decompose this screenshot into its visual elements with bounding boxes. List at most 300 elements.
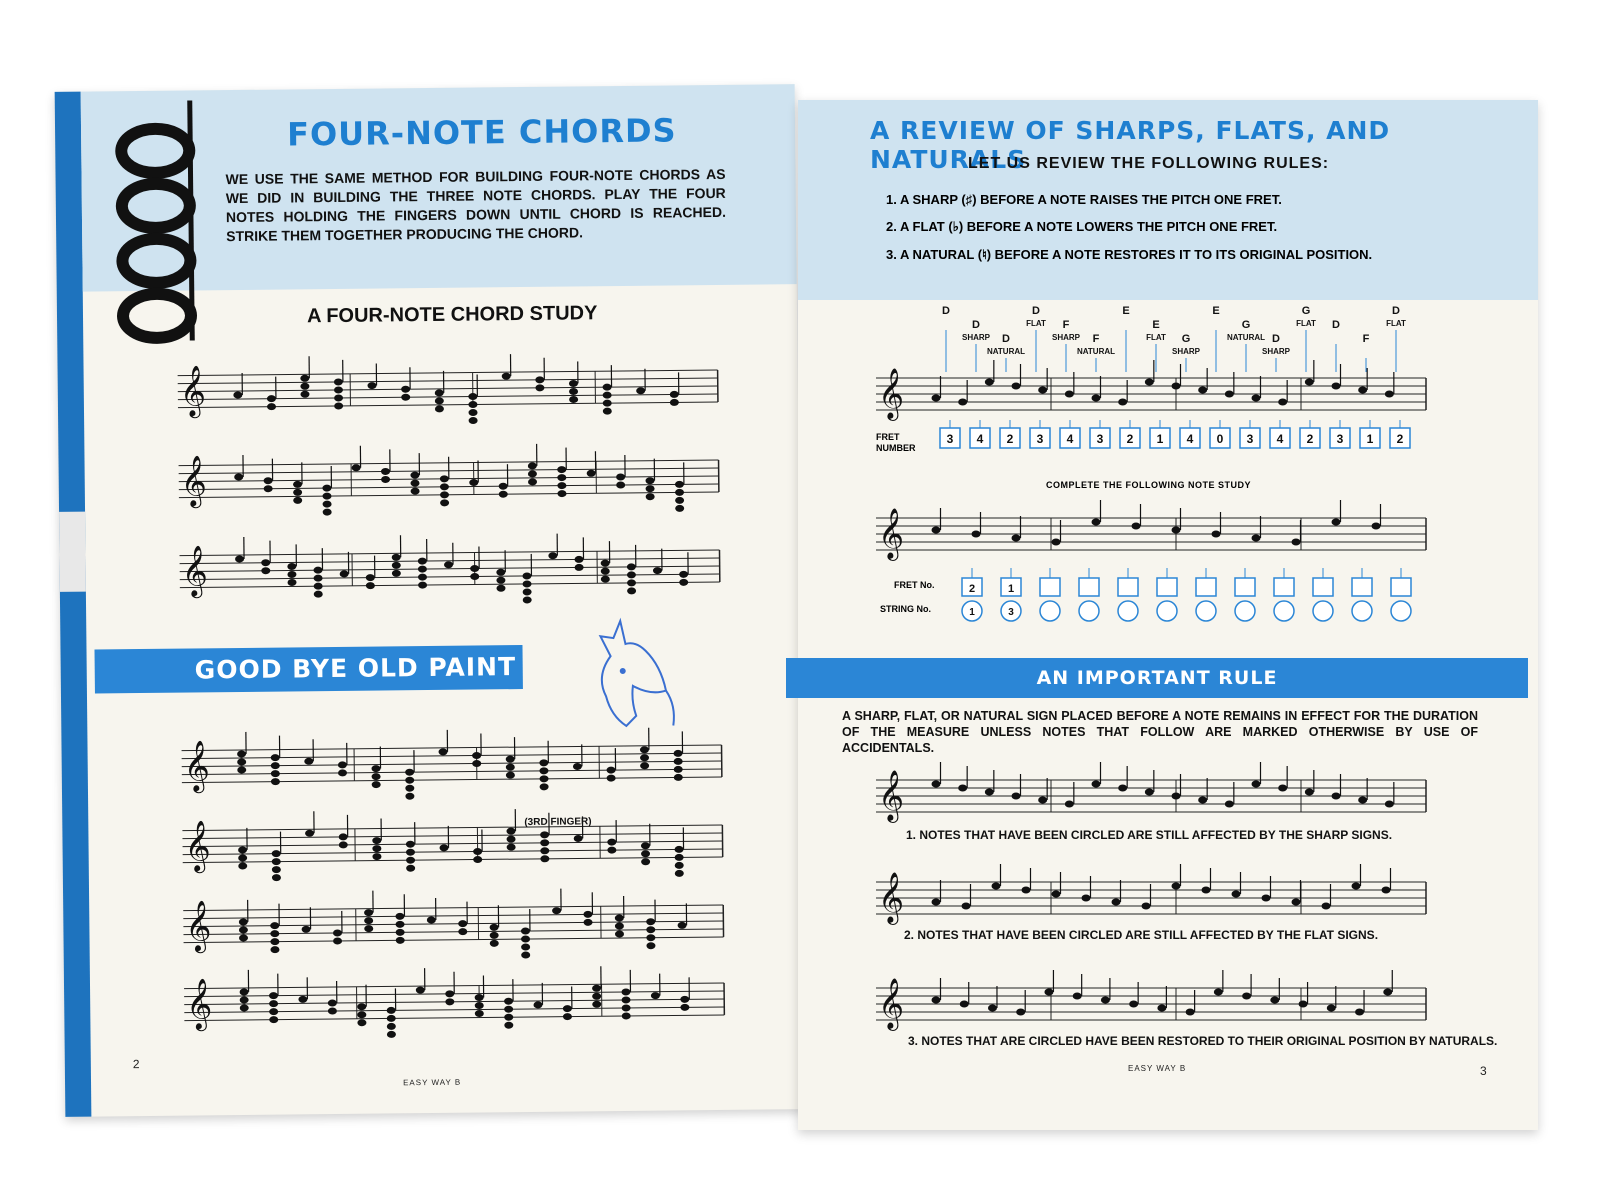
note-head bbox=[372, 781, 381, 788]
note-head bbox=[607, 767, 616, 774]
note-head bbox=[235, 555, 244, 562]
fret-number: 2 bbox=[1396, 432, 1404, 446]
note-head bbox=[439, 844, 448, 851]
right-page bbox=[798, 100, 1538, 1130]
note-head bbox=[640, 754, 649, 761]
note-head bbox=[627, 571, 636, 578]
note-head bbox=[1145, 789, 1154, 796]
note-head bbox=[237, 750, 246, 757]
note-head bbox=[1092, 395, 1101, 402]
left-page bbox=[55, 84, 806, 1117]
string-answer-circle bbox=[1040, 601, 1060, 621]
note-head bbox=[678, 922, 687, 929]
caption-flat: 2. NOTES THAT HAVE BEEN CIRCLED ARE STILL AFFECTED BY THE FLAT SIGNS. bbox=[904, 928, 1379, 942]
note-head bbox=[962, 903, 971, 910]
note-head bbox=[1278, 785, 1287, 792]
note-head bbox=[506, 764, 515, 771]
note-head bbox=[932, 527, 941, 534]
treble-clef: 𝄞 bbox=[878, 770, 905, 821]
note-head bbox=[569, 396, 578, 403]
staff bbox=[181, 727, 722, 802]
note-head bbox=[622, 1012, 631, 1019]
note-label-sub: FLAT bbox=[1026, 319, 1046, 328]
note-head bbox=[338, 761, 347, 768]
note-head bbox=[1016, 1009, 1025, 1016]
note-head bbox=[535, 384, 544, 391]
note-head bbox=[575, 564, 584, 571]
note-head bbox=[675, 846, 684, 853]
note-head bbox=[473, 856, 482, 863]
note-head bbox=[674, 750, 683, 757]
note-head bbox=[1232, 891, 1241, 898]
note-head bbox=[322, 485, 331, 492]
note-head bbox=[621, 988, 630, 995]
note-head bbox=[1112, 899, 1121, 906]
note-head bbox=[675, 854, 684, 861]
note-head bbox=[583, 911, 592, 918]
staff-line bbox=[184, 937, 724, 943]
note-head bbox=[1385, 391, 1394, 398]
note-head bbox=[622, 996, 631, 1003]
note-head bbox=[603, 408, 612, 415]
note-head bbox=[646, 485, 655, 492]
note-label: E bbox=[1152, 319, 1160, 331]
note-head bbox=[406, 841, 415, 848]
note-head bbox=[523, 596, 532, 603]
note-head bbox=[587, 470, 596, 477]
staff-line bbox=[183, 905, 723, 911]
staff bbox=[177, 352, 718, 427]
note-head bbox=[958, 399, 967, 406]
note-head bbox=[387, 1007, 396, 1014]
note-label: F bbox=[1062, 319, 1070, 331]
note-head bbox=[367, 382, 376, 389]
note-head bbox=[339, 841, 348, 848]
note-label: G bbox=[1241, 319, 1251, 331]
note-head bbox=[405, 785, 414, 792]
note-head bbox=[499, 491, 508, 498]
note-head bbox=[932, 395, 941, 402]
note-head bbox=[640, 746, 649, 753]
note-head bbox=[405, 769, 414, 776]
note-head bbox=[539, 759, 548, 766]
note-head bbox=[440, 475, 449, 482]
note-head bbox=[504, 1022, 513, 1029]
note-head bbox=[1322, 903, 1331, 910]
note-head bbox=[1132, 523, 1141, 530]
note-head bbox=[406, 849, 415, 856]
note-head bbox=[392, 562, 401, 569]
note-head bbox=[653, 567, 662, 574]
note-head bbox=[670, 391, 679, 398]
rule-bar: AN IMPORTANT RULE bbox=[786, 658, 1528, 698]
fret-answer-box bbox=[1118, 578, 1138, 596]
song-staves bbox=[181, 725, 734, 1051]
note-head bbox=[287, 563, 296, 570]
note-head bbox=[1262, 895, 1271, 902]
fret-number: 3 bbox=[1336, 432, 1344, 446]
treble-clef: 𝄞 bbox=[878, 872, 905, 923]
treble-clef: 𝄞 bbox=[181, 545, 208, 597]
note-head bbox=[270, 930, 279, 937]
note-head bbox=[458, 920, 467, 927]
note-label: D bbox=[1002, 333, 1010, 345]
staff-line bbox=[182, 833, 722, 839]
note-head bbox=[418, 574, 427, 581]
note-head bbox=[523, 588, 532, 595]
note-head bbox=[670, 399, 679, 406]
note-head bbox=[533, 1001, 542, 1008]
staff bbox=[876, 360, 1426, 421]
rule-item: 1. A SHARP (♯) BEFORE A NOTE RAISES THE PITCH ONE FRET. bbox=[886, 192, 1282, 207]
note-head bbox=[270, 938, 279, 945]
note-head bbox=[264, 477, 273, 484]
note-head bbox=[506, 756, 515, 763]
note-head bbox=[1044, 989, 1053, 996]
note-head bbox=[601, 560, 610, 567]
note-head bbox=[1065, 801, 1074, 808]
note-head bbox=[1252, 781, 1261, 788]
note-head bbox=[405, 777, 414, 784]
note-head bbox=[539, 767, 548, 774]
note-head bbox=[523, 580, 532, 587]
note-head bbox=[992, 883, 1001, 890]
note-head bbox=[364, 925, 373, 932]
fret-answer: 1 bbox=[1007, 583, 1015, 595]
note-head bbox=[646, 934, 655, 941]
fret-number: 4 bbox=[1066, 432, 1074, 446]
note-head bbox=[272, 858, 281, 865]
note-head bbox=[418, 582, 427, 589]
note-head bbox=[985, 379, 994, 386]
note-head bbox=[472, 752, 481, 759]
note-head bbox=[1358, 797, 1367, 804]
note-head bbox=[240, 1004, 249, 1011]
note-head bbox=[1202, 887, 1211, 894]
note-head bbox=[1242, 993, 1251, 1000]
note-head bbox=[445, 998, 454, 1005]
note-head bbox=[287, 571, 296, 578]
note-head bbox=[615, 930, 624, 937]
note-head bbox=[1052, 891, 1061, 898]
note-head bbox=[1186, 1009, 1195, 1016]
note-head bbox=[499, 483, 508, 490]
footer: EASY WAY B bbox=[1128, 1064, 1187, 1073]
page-number: 2 bbox=[132, 1057, 140, 1072]
note-head bbox=[472, 760, 481, 767]
note-head bbox=[502, 373, 511, 380]
note-head bbox=[674, 774, 683, 781]
note-head bbox=[1012, 383, 1021, 390]
note-head bbox=[1383, 989, 1392, 996]
note-head bbox=[1172, 883, 1181, 890]
note-head bbox=[540, 855, 549, 862]
note-head bbox=[675, 870, 684, 877]
note-head bbox=[372, 837, 381, 844]
natural-example-staff bbox=[876, 976, 1426, 1036]
note-head bbox=[468, 401, 477, 408]
note-head bbox=[607, 775, 616, 782]
string-answer-circle bbox=[1352, 601, 1372, 621]
note-head bbox=[1327, 1005, 1336, 1012]
note-head bbox=[1101, 997, 1110, 1004]
string-answer-circle bbox=[1196, 601, 1216, 621]
note-head bbox=[334, 386, 343, 393]
note-head bbox=[323, 501, 332, 508]
note-label-sub: FLAT bbox=[1296, 319, 1316, 328]
fret-answer-box bbox=[1079, 578, 1099, 596]
note-head bbox=[539, 775, 548, 782]
note-head bbox=[1292, 899, 1301, 906]
note-head bbox=[1332, 793, 1341, 800]
note-head bbox=[1118, 399, 1127, 406]
note-label: E bbox=[1122, 305, 1130, 317]
note-head bbox=[603, 392, 612, 399]
note-head bbox=[302, 926, 311, 933]
fret-number-boxes bbox=[936, 420, 1436, 470]
staff-line bbox=[182, 769, 722, 775]
rule-text: A SHARP, FLAT, OR NATURAL SIGN PLACED BEFORE A NOTE REMAINS IN EFFECT FOR THE DURATION OF THE MEASURE UNLESS NOTES THAT FOLLOW ARE MARKED OTHERWISE BY USE OF ACCIDENTALS. bbox=[842, 709, 1478, 755]
note-head bbox=[1385, 801, 1394, 808]
answer-boxes bbox=[958, 568, 1438, 628]
fret-answer-box bbox=[1391, 578, 1411, 596]
note-head bbox=[1372, 523, 1381, 530]
note-head bbox=[1225, 391, 1234, 398]
note-head bbox=[300, 383, 309, 390]
treble-clef: 𝄞 bbox=[185, 900, 212, 952]
note-head bbox=[396, 937, 405, 944]
note-head bbox=[298, 996, 307, 1003]
string-answer-circle bbox=[1313, 601, 1333, 621]
note-head bbox=[357, 1019, 366, 1026]
page-number: 3 bbox=[1480, 1064, 1487, 1078]
page-title: FOUR-NOTE CHORDS bbox=[286, 111, 677, 154]
note-label: D bbox=[1272, 333, 1280, 345]
caption-natural: 3. NOTES THAT ARE CIRCLED HAVE BEEN RESTORED TO THEIR ORIGINAL POSITION BY NATURALS. bbox=[908, 1034, 1498, 1048]
note-label: D bbox=[1332, 319, 1340, 331]
fret-no-label: FRET No. bbox=[894, 580, 935, 590]
note-label: D bbox=[972, 319, 980, 331]
note-head bbox=[496, 569, 505, 576]
note-head bbox=[300, 391, 309, 398]
note-head bbox=[406, 865, 415, 872]
note-head bbox=[239, 926, 248, 933]
note-head bbox=[1198, 797, 1207, 804]
note-head bbox=[540, 783, 549, 790]
note-head bbox=[269, 1000, 278, 1007]
note-head bbox=[615, 914, 624, 921]
note-head bbox=[271, 770, 280, 777]
note-head bbox=[627, 563, 636, 570]
fret-answer-box bbox=[1157, 578, 1177, 596]
fret-number: 3 bbox=[1246, 432, 1254, 446]
note-head bbox=[592, 985, 601, 992]
note-head bbox=[364, 909, 373, 916]
note-head bbox=[521, 935, 530, 942]
note-head bbox=[1292, 539, 1301, 546]
note-head bbox=[387, 1023, 396, 1030]
note-head bbox=[592, 993, 601, 1000]
string-answer: 1 bbox=[969, 607, 975, 618]
finger-note: (3RD FINGER) bbox=[524, 816, 592, 829]
note-head bbox=[1118, 785, 1127, 792]
note-head bbox=[401, 394, 410, 401]
note-head bbox=[469, 417, 478, 424]
treble-clef: 𝄞 bbox=[180, 455, 208, 507]
staff-line bbox=[184, 1015, 724, 1021]
flat-example-staff bbox=[876, 870, 1426, 930]
note-head bbox=[1092, 781, 1101, 788]
note-head bbox=[1225, 801, 1234, 808]
note-head bbox=[1355, 1009, 1364, 1016]
note-head bbox=[293, 481, 302, 488]
note-head bbox=[328, 999, 337, 1006]
note-head bbox=[392, 570, 401, 577]
staff bbox=[876, 970, 1426, 1031]
staff-line bbox=[178, 402, 718, 408]
caption-sharp: 1. NOTES THAT HAVE BEEN CIRCLED ARE STILL AFFECTED BY THE SHARP SIGNS. bbox=[906, 828, 1393, 842]
note-head bbox=[675, 481, 684, 488]
note-head bbox=[1157, 1005, 1166, 1012]
note-head bbox=[1082, 895, 1091, 902]
treble-clef: 𝄞 bbox=[185, 978, 213, 1030]
note-head bbox=[261, 559, 270, 566]
note-label-sub: NATURAL bbox=[986, 347, 1026, 356]
note-head bbox=[271, 762, 280, 769]
note-head bbox=[364, 917, 373, 924]
note-study-staff bbox=[876, 500, 1426, 570]
note-head bbox=[1278, 399, 1287, 406]
note-head bbox=[932, 997, 941, 1004]
note-head bbox=[366, 582, 375, 589]
note-head bbox=[1332, 519, 1341, 526]
note-head bbox=[357, 1011, 366, 1018]
note-head bbox=[334, 402, 343, 409]
note-head bbox=[1142, 903, 1151, 910]
rule-item: 3. A NATURAL (♮) BEFORE A NOTE RESTORES IT TO ITS ORIGINAL POSITION. bbox=[886, 247, 1373, 262]
note-label-sub: SHARP bbox=[1261, 347, 1291, 356]
note-head bbox=[573, 763, 582, 770]
note-head bbox=[440, 483, 449, 490]
staff-line bbox=[180, 550, 720, 556]
string-answer-circle bbox=[1157, 601, 1177, 621]
note-head bbox=[506, 772, 515, 779]
note-head bbox=[314, 591, 323, 598]
string-answer-circle bbox=[1235, 601, 1255, 621]
string-answer: 3 bbox=[1008, 607, 1014, 618]
note-head bbox=[323, 509, 332, 516]
note-label: F bbox=[1362, 333, 1370, 345]
fret-answer-box bbox=[1313, 578, 1333, 596]
rule-item: 2. A FLAT (♭) BEFORE A NOTE LOWERS THE PITCH ONE FRET. bbox=[886, 219, 1278, 234]
note-head bbox=[932, 899, 941, 906]
note-head bbox=[458, 928, 467, 935]
note-head bbox=[557, 474, 566, 481]
note-head bbox=[679, 571, 688, 578]
staff-line bbox=[183, 929, 723, 935]
note-head bbox=[574, 556, 583, 563]
note-head bbox=[293, 489, 302, 496]
note-head bbox=[646, 942, 655, 949]
note-label-sub: NATURAL bbox=[1226, 333, 1266, 342]
staff bbox=[178, 442, 719, 517]
complete-label: COMPLETE THE FOLLOWING NOTE STUDY bbox=[1046, 480, 1251, 490]
note-head bbox=[372, 853, 381, 860]
note-head bbox=[622, 1004, 631, 1011]
note-head bbox=[932, 781, 941, 788]
note-head bbox=[607, 847, 616, 854]
note-head bbox=[396, 921, 405, 928]
footer: EASY WAY B bbox=[403, 1077, 462, 1088]
note-head bbox=[496, 585, 505, 592]
note-head bbox=[269, 992, 278, 999]
note-head bbox=[444, 561, 453, 568]
note-head bbox=[1172, 383, 1181, 390]
note-head bbox=[584, 919, 593, 926]
note-head bbox=[418, 566, 427, 573]
note-head bbox=[239, 934, 248, 941]
fret-answer-box bbox=[1274, 578, 1294, 596]
note-head bbox=[272, 874, 281, 881]
staff-line bbox=[178, 370, 718, 376]
note-head bbox=[240, 996, 249, 1003]
note-head bbox=[287, 579, 296, 586]
note-head bbox=[627, 587, 636, 594]
fret-answer-box bbox=[1235, 578, 1255, 596]
fret-number: 4 bbox=[1276, 432, 1284, 446]
note-head bbox=[405, 793, 414, 800]
fret-number: 3 bbox=[946, 432, 954, 446]
note-head bbox=[333, 937, 342, 944]
staff-line bbox=[183, 913, 723, 919]
note-head bbox=[340, 570, 349, 577]
note-head bbox=[675, 862, 684, 869]
note-head bbox=[261, 567, 270, 574]
note-label-sub: SHARP bbox=[1051, 333, 1081, 342]
note-head bbox=[313, 567, 322, 574]
note-head bbox=[680, 996, 689, 1003]
note-head bbox=[1299, 1001, 1308, 1008]
note-head bbox=[271, 754, 280, 761]
fret-number: 3 bbox=[1096, 432, 1104, 446]
note-head bbox=[1252, 535, 1261, 542]
note-head bbox=[1305, 379, 1314, 386]
note-head bbox=[238, 862, 247, 869]
note-head bbox=[411, 488, 420, 495]
note-head bbox=[563, 1013, 572, 1020]
note-head bbox=[521, 951, 530, 958]
staff bbox=[183, 887, 724, 962]
note-head bbox=[333, 929, 342, 936]
note-head bbox=[521, 927, 530, 934]
fret-number: 1 bbox=[1366, 432, 1374, 446]
note-head bbox=[679, 579, 688, 586]
note-head bbox=[372, 845, 381, 852]
string-answer-circle bbox=[1391, 601, 1411, 621]
fret-number: 4 bbox=[1186, 432, 1194, 446]
note-head bbox=[475, 1002, 484, 1009]
note-head bbox=[401, 386, 410, 393]
note-head bbox=[1065, 391, 1074, 398]
note-head bbox=[674, 758, 683, 765]
note-head bbox=[269, 1008, 278, 1015]
note-head bbox=[557, 466, 566, 473]
note-head bbox=[1382, 887, 1391, 894]
fret-answer-box bbox=[1352, 578, 1372, 596]
note-head bbox=[410, 480, 419, 487]
note-head bbox=[271, 778, 280, 785]
note-head bbox=[237, 758, 246, 765]
